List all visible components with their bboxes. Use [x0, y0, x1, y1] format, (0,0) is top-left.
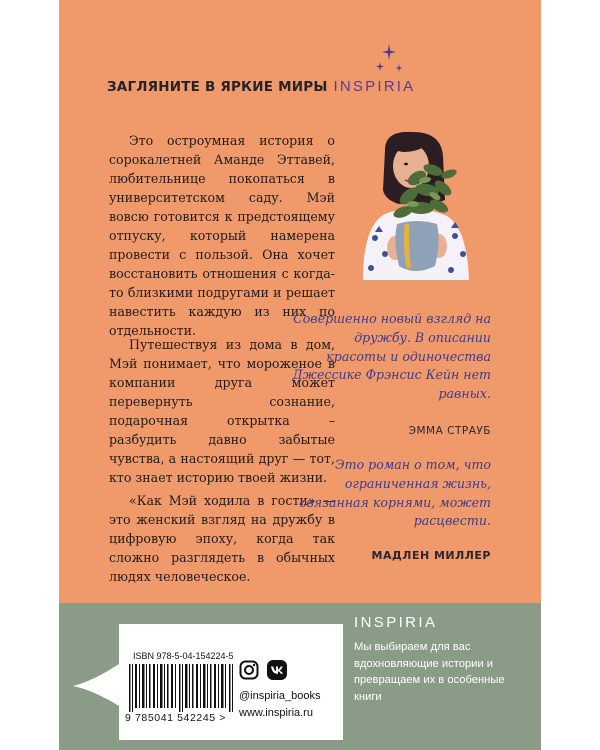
paragraph-text: Это остроумная история о сорокалетней Аманде Эттавей, любительнице покопаться в университетском саду. Мэй вовсю готовится к предстоящему отпуску, который намерена провести с пользой. Она хочет восстановить отношения с когда-то близкими подругами и решает навестить каждую из них по отдельности. — [109, 133, 335, 338]
isbn-number: ISBN 978-5-04-154224-5 — [133, 651, 234, 661]
review-quote-1: Совершенно новый взгляд на дружбу. В описании красоты и одиночества Джессике Фрэнсис Кейн нет равных. — [292, 311, 491, 402]
brand-name: INSPIRIA — [354, 614, 438, 631]
review-author-1: ЭММА СТРАУБ — [408, 425, 491, 437]
headline-brand: INSPIRIA — [333, 78, 416, 95]
headline-text: ЗАГЛЯНИТЕ В ЯРКИЕ МИРЫ — [107, 79, 328, 95]
review-quote-2: Это роман о том, что ограниченная жизнь, связанная корнями, может расцвести. — [299, 457, 491, 529]
brand-block — [354, 614, 534, 705]
barcode-digits: 9 785041 542245 > — [125, 712, 226, 724]
website-link[interactable]: www.inspiria.ru — [239, 707, 313, 719]
barcode — [127, 664, 237, 712]
brand-tagline: Мы выбираем для вас вдохновляющие истории и превращаем их в особенные книги — [354, 641, 505, 703]
instagram-icon[interactable] — [239, 660, 259, 680]
vk-icon[interactable] — [267, 660, 287, 680]
instagram-handle[interactable]: @inspiria_books — [239, 690, 321, 702]
paragraph-text: Путешествуя из дома в дом, Мэй понимает, что мороженое в компании друга может перевернуть сознание, подарочная открытка – разбудить давно забытые чувства, а настоящий друг — тот, кто знает историю твоей жизни. — [109, 337, 335, 485]
book-back-cover — [59, 0, 541, 750]
review-author-2: МАДЛЕН МИЛЛЕР — [371, 549, 491, 562]
paragraph-text: «Как Мэй ходила в гости» — это женский взгляд на дружбу в цифровую эпоху, когда так сложно разглядеть в обычных людях человеческое. — [109, 493, 335, 584]
